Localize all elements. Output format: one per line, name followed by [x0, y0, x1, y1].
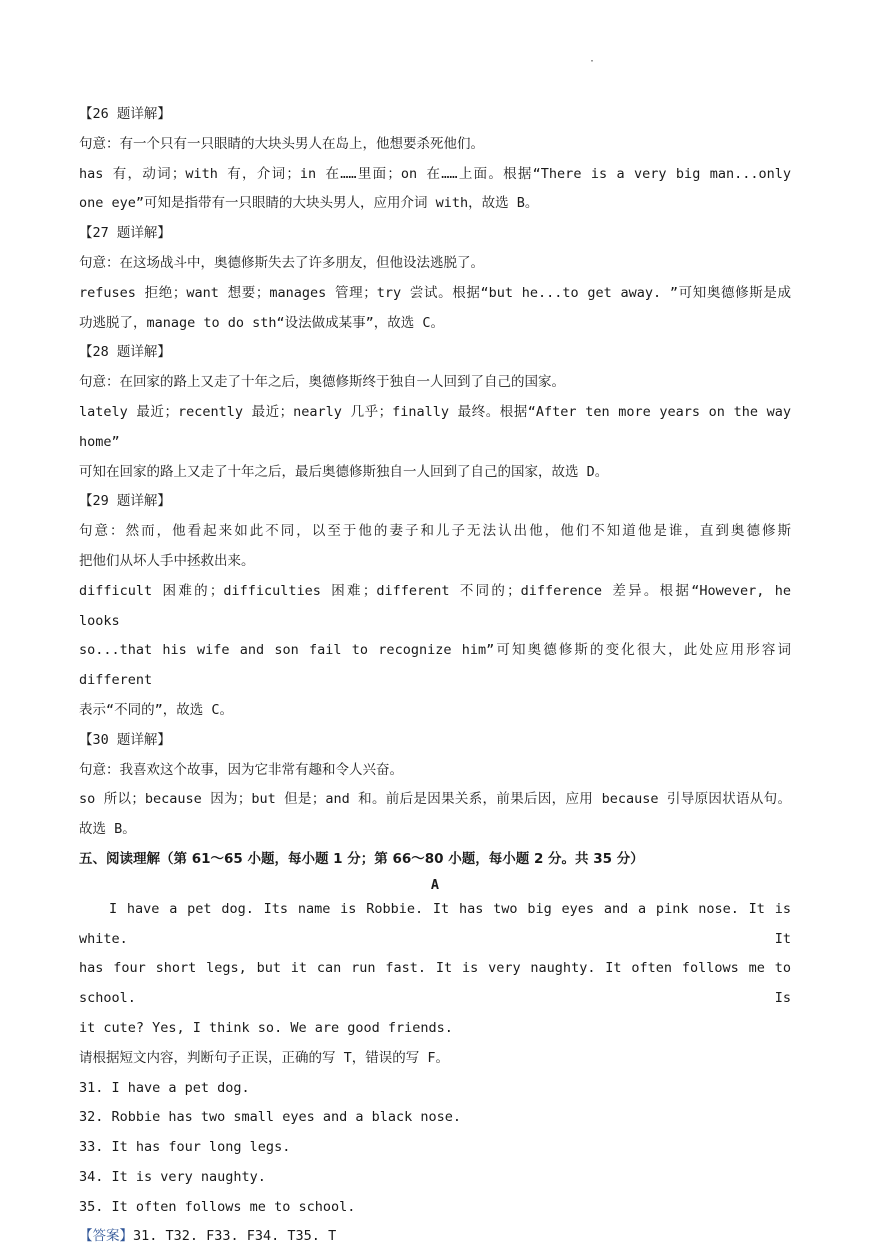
q29-heading: 【29 题详解】 — [79, 493, 171, 510]
q30-meaning: 句意：我喜欢这个故事，因为它非常有趣和令人兴奋。 — [79, 761, 403, 778]
q30-heading: 【30 题详解】 — [79, 731, 171, 748]
statement-31: 31. I have a pet dog. — [79, 1079, 250, 1096]
q27-explanation-line-2: 功逃脱了，manage to do sth“设法做成某事”，故选 C。 — [79, 314, 445, 331]
passage-part-label: A — [430, 876, 440, 893]
q26-meaning: 句意：有一个只有一只眼睛的大块头男人在岛上，他想要杀死他们。 — [79, 135, 484, 152]
answer-line — [79, 1222, 791, 1252]
passage-line-2: has four short legs, but it can run fast. It is very naughty. It often follows me to school. Is — [79, 960, 791, 1007]
q29-explanation-line-3: 表示“不同的”，故选 C。 — [79, 701, 234, 718]
q29-meaning-line-2: 把他们从坏人手中拯救出来。 — [79, 552, 255, 569]
q27-explanation-line-1: refuses 拒绝；want 想要；manages 管理；try 尝试。根据“but he...to get away. ”可知奥德修斯是成 — [79, 284, 791, 301]
q29-explanation-line-2: so...that his wife and son fail to recognize him”可知奥德修斯的变化很大，此处应用形容词 different — [79, 642, 791, 689]
q26-explanation-line-2: one eye”可知是指带有一只眼睛的大块头男人，应用介词 with，故选 B。 — [79, 195, 539, 212]
q28-explanation-line-2: 可知在回家的路上又走了十年之后，最后奥德修斯独自一人回到了自己的国家，故选 D。 — [79, 463, 609, 480]
passage-line-1: I have a pet dog. Its name is Robbie. It has two big eyes and a pink nose. It is white. It — [79, 900, 791, 947]
q30-explanation-line-1: so 所以；because 因为；but 但是；and 和。前后是因果关系，前果后因，应用 because 引导原因状语从句。 — [79, 791, 791, 808]
q26-heading: 【26 题详解】 — [79, 106, 171, 122]
q27-heading: 【27 题详解】 — [79, 225, 171, 242]
q27-meaning: 句意：在这场战斗中，奥德修斯失去了许多朋友，但他设法逃脱了。 — [79, 254, 484, 271]
statement-35: 35. It often follows me to school. — [79, 1198, 356, 1215]
answer-label: 【答案】 — [79, 1228, 133, 1245]
section-title: 五、阅读理解（第 61～65 小题，每小题 1 分；第 66～80 小题，每小题 2 分。共 35 分） — [79, 850, 644, 867]
q29-meaning-line-1: 句意：然而，他看起来如此不同，以至于他的妻子和儿子无法认出他，他们不知道他是谁，直到奥德修斯 — [79, 523, 791, 540]
statement-34: 34. It is very naughty. — [79, 1168, 266, 1185]
passage-line-3: it cute? Yes, I think so. We are good friends. — [79, 1019, 453, 1036]
task-instruction: 请根据短文内容，判断句子正误，正确的写 T，错误的写 F。 — [79, 1049, 450, 1066]
q30-explanation-line-2: 故选 B。 — [79, 821, 136, 838]
document-content — [79, 100, 791, 1252]
page-dot: · — [589, 56, 596, 67]
answer-text: 31. T32. F33. F34. T35. T — [133, 1228, 337, 1245]
q28-explanation-line-1: lately 最近；recently 最近；nearly 几乎；finally 最终。根据“After ten more years on the way home” — [79, 403, 791, 450]
q28-heading: 【28 题详解】 — [79, 344, 171, 361]
statement-32: 32. Robbie has two small eyes and a black nose. — [79, 1109, 462, 1126]
q26-explanation-line-1: has 有，动词；with 有，介词；in 在……里面；on 在……上面。根据“There is a very big man...only — [79, 165, 791, 182]
q28-meaning: 句意：在回家的路上又走了十年之后，奥德修斯终于独自一人回到了自己的国家。 — [79, 374, 565, 391]
statement-33: 33. It has four long legs. — [79, 1139, 291, 1156]
q29-explanation-line-1: difficult 困难的；difficulties 困难；different 不同的；difference 差异。根据“However, he looks — [79, 582, 791, 629]
